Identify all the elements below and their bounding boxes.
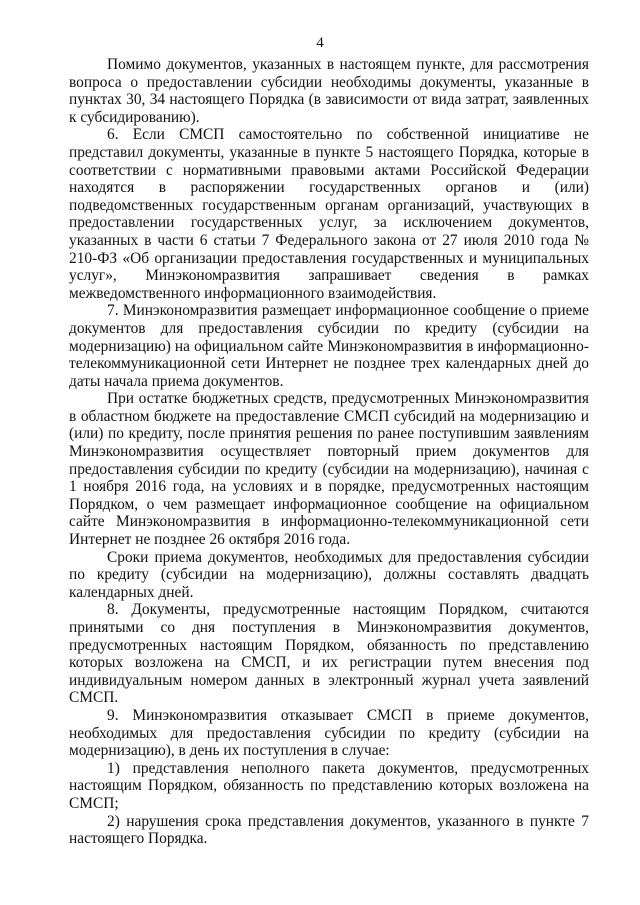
paragraph-item-9-case-2: 2) нарушения срока представления документов, указанного в пункте 7 настоящего Порядка. bbox=[69, 812, 589, 848]
paragraph-item-7: 7. Минэкономразвития размещает информационное сообщение о приеме документов для предоставления субсидии по кредиту (субсидии на модернизацию) на официальном сайте Минэкономразвития в информационно-телекоммуникационной сети Интернет не позднее трех календарных дней до даты начала приема документов. bbox=[69, 302, 589, 390]
page-number: 4 bbox=[316, 35, 324, 51]
document-body bbox=[69, 56, 589, 848]
paragraph-documents-note: Помимо документов, указанных в настоящем пункте, для рассмотрения вопроса о предоставлении субсидии необходимы документы, указанные в пунктах 30, 34 настоящего Порядка (в зависимости от вида затрат, заявленных к субсидированию). bbox=[69, 56, 589, 126]
paragraph-item-8: 8. Документы, предусмотренные настоящим Порядком, считаются принятыми со дня поступления в Минэкономразвития документов, предусмотренных настоящим Порядком, обязанность по представлению которых возложена на СМСП, и их регистрации путем внесения под индивидуальным номером данных в электронный журнал учета заявлений СМСП. bbox=[69, 601, 589, 707]
paragraph-budget-remainder: При остатке бюджетных средств, предусмотренных Минэкономразвития в областном бюджете на предоставление СМСП субсидий на модернизацию и (или) по кредиту, после принятия решения по ранее поступившим заявлениям Минэкономразвития осуществляет повторный прием документов для предоставления субсидии по кредиту (субсидии на модернизацию), начиная с 1 ноября 2016 года, на условиях и в порядке, предусмотренных настоящим Порядком, о чем размещает информационное сообщение на официальном сайте Минэкономразвития в информационно-телекоммуникационной сети Интернет не позднее 26 октября 2016 года. bbox=[69, 390, 589, 549]
paragraph-item-9: 9. Минэкономразвития отказывает СМСП в приеме документов, необходимых для предоставления субсидии по кредиту (субсидии на модернизацию), в день их поступления в случае: bbox=[69, 706, 589, 760]
paragraph-item-9-case-1: 1) представления неполного пакета документов, предусмотренных настоящим Порядком, обязанность по представлению которых возложена на СМСП; bbox=[69, 759, 589, 812]
paragraph-item-6: 6. Если СМСП самостоятельно по собственной инициативе не представил документы, указанные в пункте 5 настоящего Порядка, которые в соответствии с нормативными правовыми актами Российской Федерации находятся в распоряжении государственных органов и (или) подведомственных государственным органам организаций, участвующих в предоставлении государственных услуг, за исключением документов, указанных в части 6 статьи 7 Федерального закона от 27 июля 2010 года № 210-ФЗ «Об организации предоставления государственных и муниципальных услуг», Минэкономразвития запрашивает сведения в рамках межведомственного информационного взаимодействия. bbox=[69, 126, 589, 302]
paragraph-acceptance-period: Сроки приема документов, необходимых для предоставления субсидии по кредиту (субсидии на модернизацию), должны составлять двадцать календарных дней. bbox=[69, 548, 589, 601]
